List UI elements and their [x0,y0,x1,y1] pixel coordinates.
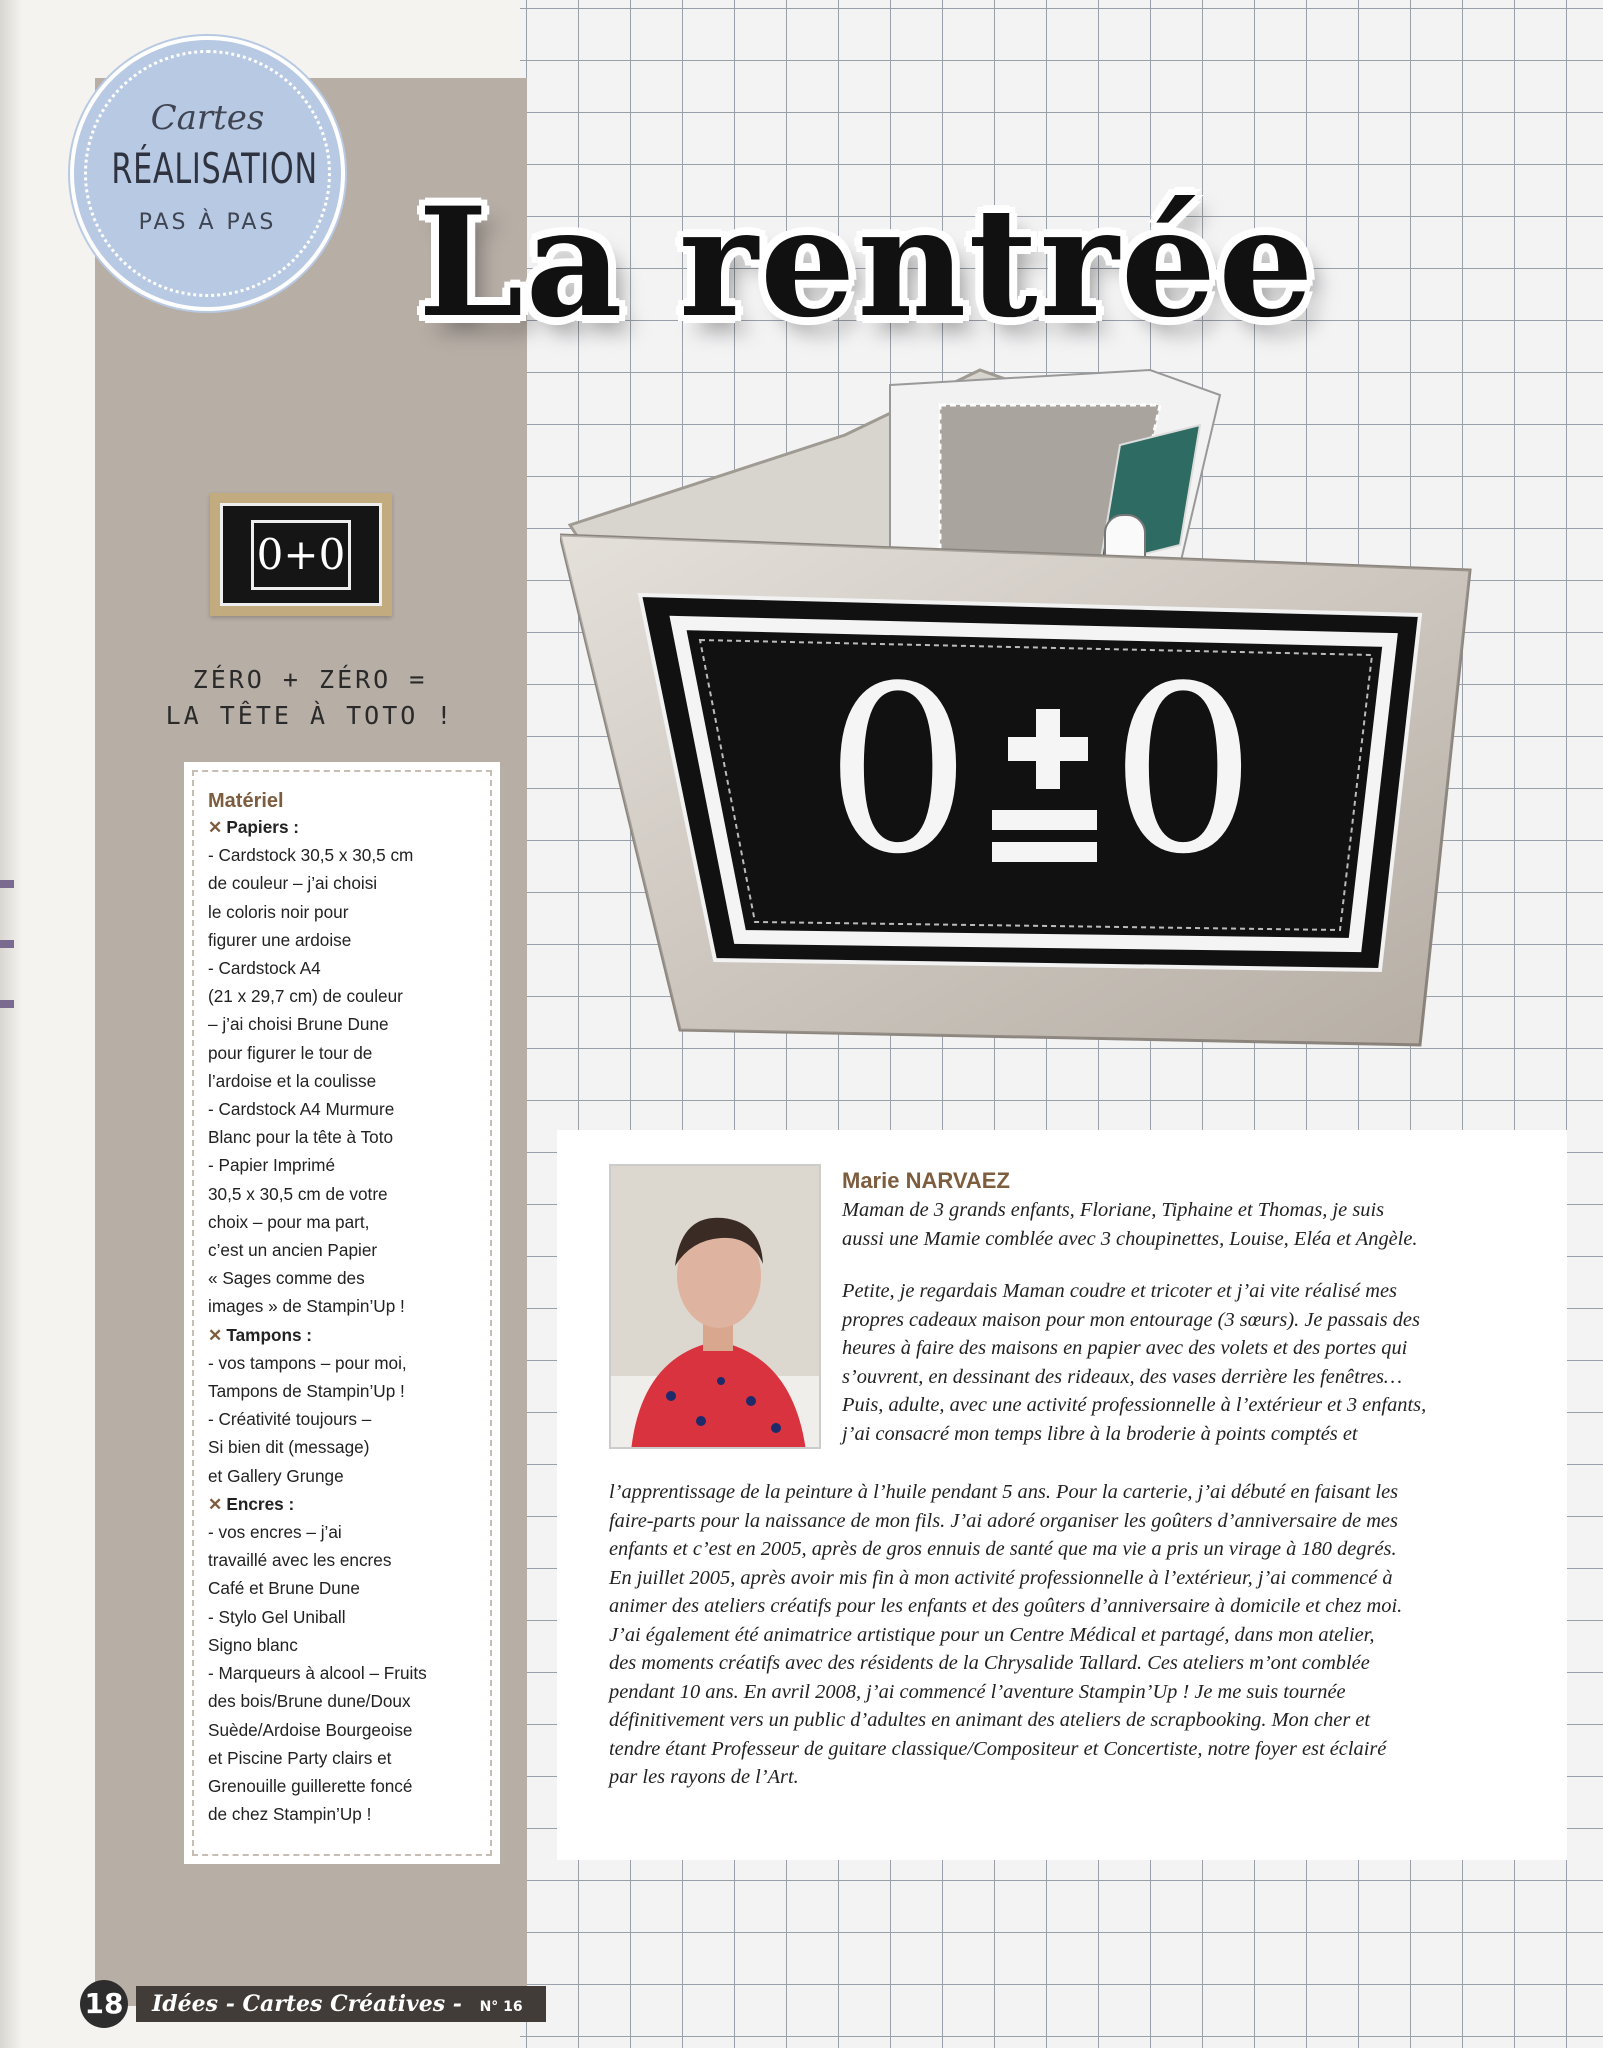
bio-line: des moments créatifs avec des résidents de la Chrysalide Tallard. Ces ateliers m’ont comblée [609,1652,1370,1674]
materials-text: Papiers : [226,817,300,837]
materials-text: Tampons : [226,1324,313,1345]
bio-line: animer des ateliers créatifs pour les enfants et des goûters d’anniversaire à domicile et chez moi. [609,1595,1403,1617]
materials-line [208,1067,476,1095]
author-box [567,1140,1557,1850]
materials-text: Tampons de Stampin’Up ! [208,1381,405,1402]
materials-line [208,1659,476,1687]
section-badge [70,36,345,311]
card-right-zero: 0 [1110,638,1257,905]
card-left-zero: 0 [825,638,972,905]
materials-line [208,1631,476,1659]
materials-line [208,1349,476,1377]
thumbnail-caption [150,662,470,735]
materials-line [208,1292,476,1320]
materials-line [208,1574,476,1602]
bio-line: s’ouvrent, en dessinant des rideaux, des vases derrière les fenêtres… [842,1365,1403,1388]
publication-title: Idées - Cartes Créatives - [152,1991,462,2017]
materials-line [208,1236,476,1264]
materials-text: Encres : [226,1493,295,1514]
materials-line [208,1405,476,1433]
materials-text: de chez Stampin’Up ! [208,1804,372,1825]
materials-text: - vos encres – j’ai [208,1522,342,1543]
materials-text: - vos tampons – pour moi, [208,1352,407,1373]
materials-text: travaillé avec les encres [208,1550,392,1571]
author-portrait [609,1164,821,1449]
materials-text: figurer une ardoise [208,929,352,950]
article-title: La rentrée [418,175,1316,351]
bio-line: Puis, adulte, avec une activité professionnelle à l’extérieur et 3 enfants, [842,1394,1427,1416]
materials-text: « Sages comme des [208,1268,365,1289]
materials-text: - Papier Imprimé [208,1155,336,1176]
materials-line [208,954,476,982]
card-equals-bottom [992,842,1097,862]
author-intro [842,1196,1522,1253]
materials-text: - Cardstock A4 [208,958,321,979]
materials-text: - Stylo Gel Uniball [208,1606,346,1627]
bio-line: j’ai consacré mon temps libre à la broderie à points comptés et [842,1422,1358,1445]
materials-text: et Piscine Party clairs et [208,1747,392,1768]
materials-line [208,841,476,869]
badge-category: Cartes [150,98,265,138]
materials-text: - Créativité toujours – [208,1409,372,1430]
bio-line: enfants et c’est en 2005, après de gros ennuis de santé que ma vie a pris un virage à 180 degrés. [609,1538,1397,1560]
materials-text: des bois/Brune dune/Doux [208,1691,411,1712]
materials-text: Blanc pour la tête à Toto [208,1127,394,1148]
cross-icon: ✕ [208,1493,223,1514]
materials-line [208,1208,476,1236]
materials-line [208,1180,476,1208]
materials-list [208,813,476,1828]
materials-line [208,1010,476,1038]
materials-text: de couleur – j’ai choisi [208,873,378,894]
materials-line [208,926,476,954]
materials-text: (21 x 29,7 cm) de couleur [208,986,403,1007]
author-bio-upper [842,1277,1522,1448]
materials-text: - Cardstock 30,5 x 30,5 cm [208,845,414,866]
materials-line [208,1546,476,1574]
bio-line: définitivement vers un public d’adultes en animant des ateliers de scrapbooking. Mon cher et [609,1709,1371,1731]
materials-line [208,1800,476,1828]
materials-text: et Gallery Grunge [208,1465,344,1486]
materials-text: - Marqueurs à alcool – Fruits [208,1663,427,1684]
bio-line: J’ai également été animatrice artistique pour un Centre Médical et partagé, dans mon atelier, [609,1623,1375,1646]
materials-line [208,982,476,1010]
materials-line [208,869,476,897]
materials-line [208,1603,476,1631]
cross-icon: ✕ [208,1324,223,1345]
materials-line [208,1433,476,1461]
bio-line: faire-parts pour la naissance de mon fils. J’ai adoré organiser les goûters d’anniversaire de mes [609,1509,1398,1532]
bio-line: heures à faire des maisons en papier avec des volets et des portes qui [842,1337,1408,1359]
binding-mark [0,940,14,948]
bio-line: En juillet 2005, après avoir mis fin à mon activité professionnelle à l’extérieur, j’ai commencé à [609,1566,1393,1589]
materials-text: - Cardstock A4 Murmure [208,1099,395,1120]
materials-text: Café et Brune Dune [208,1578,360,1599]
materials-text: 30,5 x 30,5 cm de votre [208,1183,388,1204]
card-thumbnail [210,493,392,616]
thumbnail-numeral: 0+0 [251,520,351,590]
materials-text: c’est un ancien Papier [208,1240,378,1261]
caption-line: ZÉRO + ZÉRO = [192,665,428,694]
bio-line: Petite, je regardais Maman coudre et tricoter et j’ai vite réalisé mes [842,1280,1397,1302]
materials-line [208,1687,476,1715]
bio-line: l’apprentissage de la peinture à l’huile pendant 5 ans. Pour la carterie, j’ai débuté en faisant les [609,1481,1399,1503]
portrait-photo [611,1166,821,1449]
materials-line [208,1772,476,1800]
binding-mark [0,1000,14,1008]
materials-heading [208,1490,476,1518]
materials-text: Si bien dit (message) [208,1437,370,1458]
materials-line [208,1264,476,1292]
materials-text: – j’ai choisi Brune Dune [208,1014,389,1035]
caption-line: LA TÊTE À TOTO ! [165,701,455,731]
materials-text: Suède/Ardoise Bourgeoise [208,1719,413,1740]
materials-text: images » de Stampin’Up ! [208,1296,405,1317]
card-equals-top [992,810,1097,830]
bio-line: par les rayons de l’Art. [609,1766,799,1788]
materials-line [208,1518,476,1546]
materials-heading [208,1321,476,1349]
intro-line: Maman de 3 grands enfants, Floriane, Tiphaine et Thomas, je suis [842,1199,1385,1221]
materials-line [208,1151,476,1179]
materials-heading [208,813,476,841]
materials-title: Matériel [208,790,284,812]
cross-icon: ✕ [208,817,223,837]
bio-line: pendant 10 ans. En avril 2008, j’ai commencé l’aventure Stampin’Up ! Je me suis tournée [609,1680,1346,1703]
materials-line [208,1039,476,1067]
author-bio-lower [609,1478,1522,1792]
materials-box [192,770,492,1856]
page-number: 18 [80,1980,128,2028]
materials-text: pour figurer le tour de [208,1042,373,1063]
materials-text: l’ardoise et la coulisse [208,1070,377,1091]
materials-line [208,1462,476,1490]
materials-text: le coloris noir pour [208,901,349,922]
materials-line [208,1377,476,1405]
intro-line: aussi une Mamie comblée avec 3 choupinettes, Louise, Eléa et Angèle. [842,1227,1418,1250]
materials-text: choix – pour ma part, [208,1211,370,1232]
card-photo [560,365,1490,1105]
materials-text: Signo blanc [208,1634,298,1655]
bio-line: propres cadeaux maison pour mon entourage (3 sœurs). Je passais des [842,1308,1420,1331]
issue-number: N° 16 [479,1999,523,2015]
card-plus-sign-v [1036,709,1060,789]
author-name: Marie NARVAEZ [842,1168,1010,1193]
publication-bar [136,1986,546,2022]
materials-line [208,898,476,926]
badge-title: RÉALISATION [111,144,318,193]
materials-line [208,1716,476,1744]
badge-subtitle: PAS À PAS [138,210,277,235]
materials-line [208,1095,476,1123]
binding-mark [0,880,14,888]
bio-line: tendre étant Professeur de guitare classique/Compositeur et Concertiste, notre foyer est éclairé [609,1737,1387,1760]
materials-line [208,1123,476,1151]
materials-line [208,1744,476,1772]
page-binding [0,0,22,2048]
materials-text: Grenouille guillerette foncé [208,1775,413,1796]
